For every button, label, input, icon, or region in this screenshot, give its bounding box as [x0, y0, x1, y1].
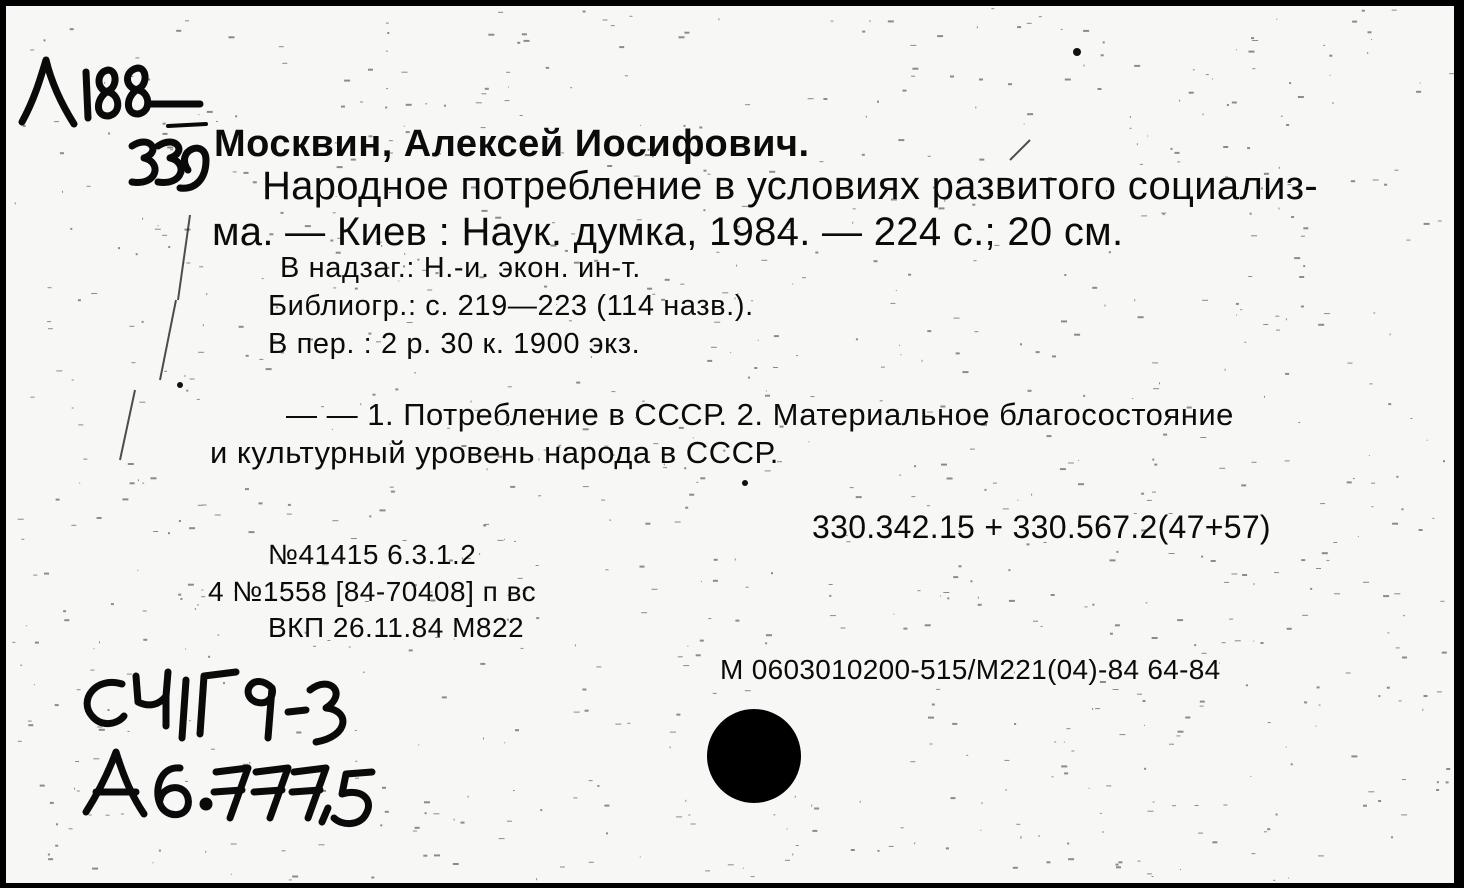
subject-headings-line-1: — — 1. Потребление в СССР. 2. Материальное благосостояние [286, 397, 1234, 432]
handwritten-shelfmark-number [132, 142, 155, 182]
handwritten-class-code [87, 682, 124, 723]
author-heading: Москвин, Алексей Иосифович. [214, 123, 810, 165]
punch-hole [707, 709, 801, 803]
subject-headings-line-2: и культурный уровень народа в СССР. [210, 435, 779, 470]
title-line-1: Народное потребление в условиях развитого социализ- [262, 164, 1318, 208]
publisher-code: М 0603010200-515/М221(04)-84 64-84 [720, 654, 1221, 685]
title-line-2: ма. — Киев : Наук. думка, 1984. — 224 с.; 20 см. [212, 210, 1124, 254]
note-header-organization: В надзаг.: Н.-и. экон. ин-т. [280, 252, 641, 284]
service-line-3: ВКП 26.11.84 М822 [268, 612, 525, 643]
note-bibliography: Библиогр.: с. 219—223 (114 назв.). [268, 290, 754, 322]
note-price-print-run: В пер. : 2 р. 30 к. 1900 экз. [268, 328, 641, 360]
handwritten-shelfmark-top [22, 60, 74, 124]
handwritten-inventory [86, 752, 144, 814]
classification-index: 330.342.15 + 330.567.2(47+57) [812, 509, 1271, 545]
service-line-1: №41415 6.3.1.2 [268, 539, 477, 570]
service-line-2: 4 №1558 [84-70408] п вс [208, 576, 537, 607]
